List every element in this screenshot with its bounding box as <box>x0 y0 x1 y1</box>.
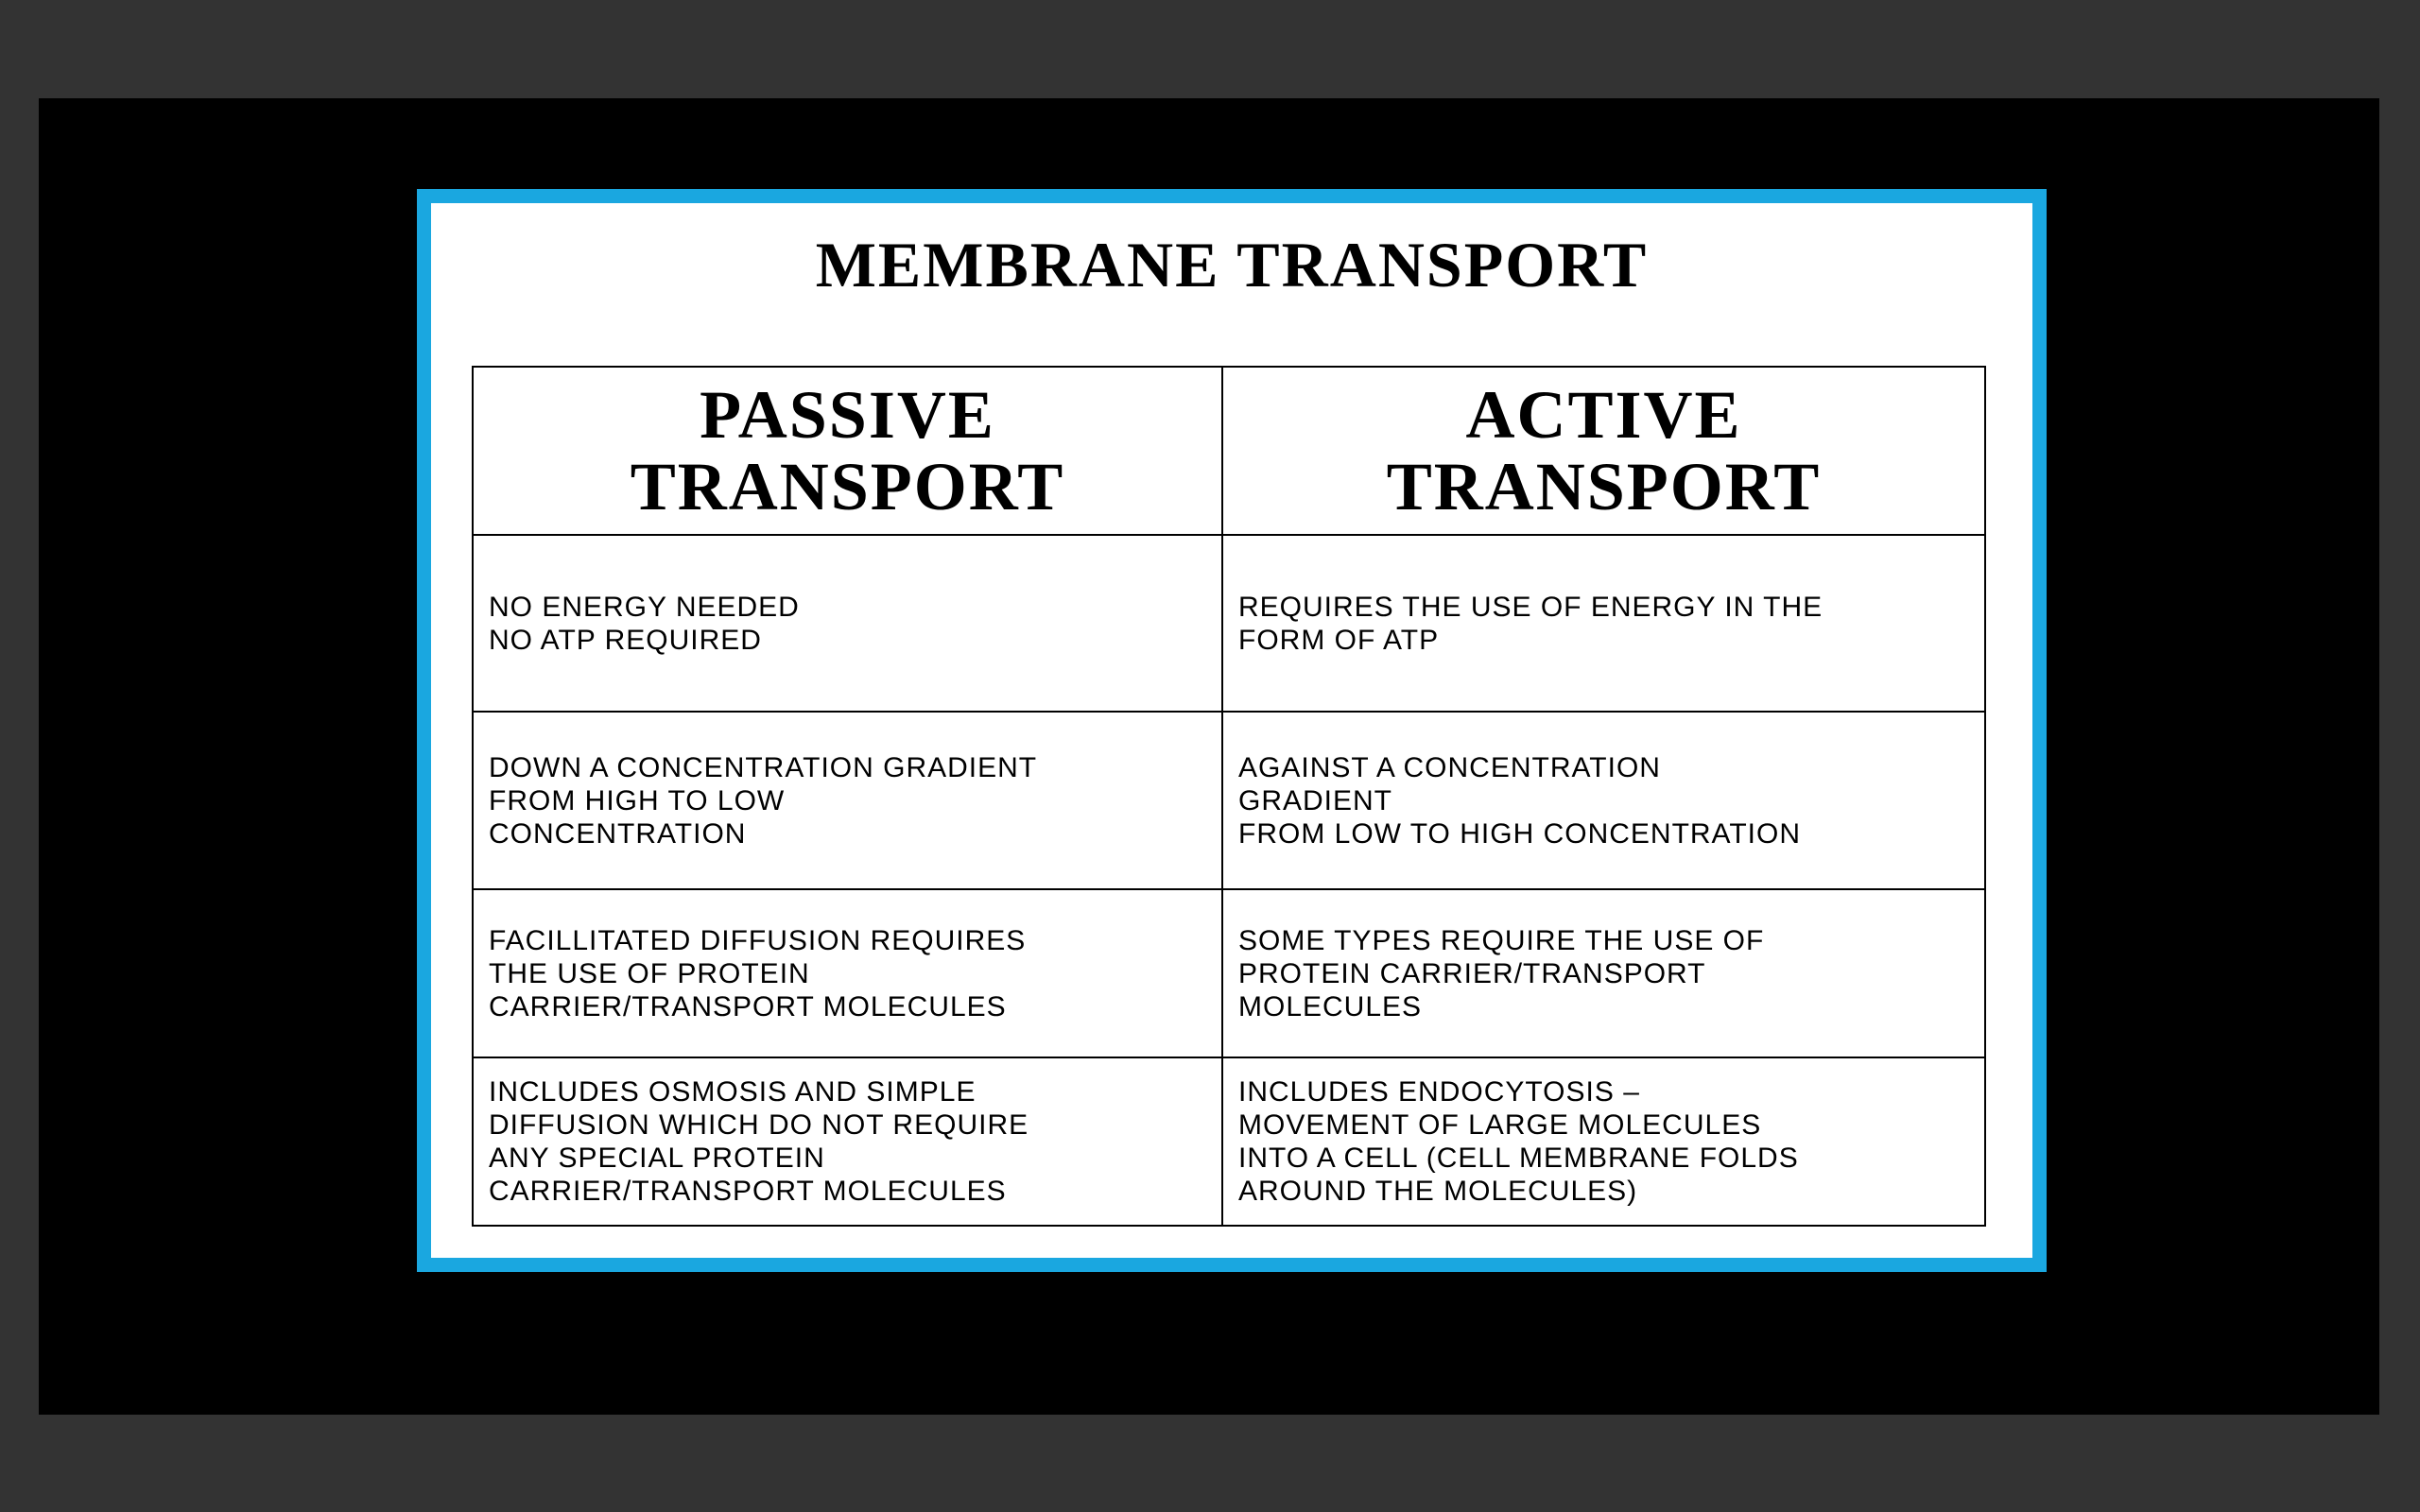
cell-line: DIFFUSION WHICH DO NOT REQUIRE <box>489 1109 1029 1141</box>
cell-line: THE USE OF PROTEIN <box>489 957 810 989</box>
cell-line: PROTEIN CARRIER/TRANSPORT <box>1238 957 1706 989</box>
header-line: ACTIVE <box>1465 377 1742 453</box>
cell-line: DOWN A CONCENTRATION GRADIENT <box>489 751 1038 783</box>
comparison-table <box>472 366 1986 1227</box>
cell-line: AGAINST A CONCENTRATION <box>1238 751 1661 783</box>
cell-line: INCLUDES ENDOCYTOSIS – <box>1238 1076 1640 1108</box>
header-passive-transport <box>473 367 1222 535</box>
cell-line: ANY SPECIAL PROTEIN <box>489 1143 825 1174</box>
header-line: PASSIVE <box>700 377 995 453</box>
header-active-transport <box>1222 367 1985 535</box>
table-row <box>473 712 1985 889</box>
cell-line: FROM LOW TO HIGH CONCENTRATION <box>1238 817 1802 850</box>
cell-line: NO ENERGY NEEDED <box>489 591 800 623</box>
cell-line: MOLECULES <box>1238 990 1423 1022</box>
cell-line: INCLUDES OSMOSIS AND SIMPLE <box>489 1076 977 1108</box>
cell-line: NO ATP REQUIRED <box>489 624 762 656</box>
cell-line: FROM HIGH TO LOW <box>489 784 786 816</box>
cell-line: CARRIER/TRANSPORT MOLECULES <box>489 1176 1007 1207</box>
passive-cell-energy <box>473 535 1222 712</box>
active-cell-energy <box>1222 535 1985 712</box>
header-line: TRANSPORT <box>630 449 1065 524</box>
active-cell-proteins <box>1222 889 1985 1057</box>
passive-cell-proteins <box>473 889 1222 1057</box>
cell-line: SOME TYPES REQUIRE THE USE OF <box>1238 924 1765 956</box>
cell-line: FACILLITATED DIFFUSION REQUIRES <box>489 924 1027 956</box>
cell-line: AROUND THE MOLECULES) <box>1238 1176 1638 1207</box>
active-cell-gradient <box>1222 712 1985 889</box>
slide-card-frame <box>417 189 2047 1272</box>
table-row <box>473 535 1985 712</box>
cell-line: CONCENTRATION <box>489 817 747 850</box>
passive-cell-examples <box>473 1057 1222 1226</box>
header-line: TRANSPORT <box>1386 449 1822 524</box>
passive-cell-gradient <box>473 712 1222 889</box>
slide-card <box>431 203 2032 1258</box>
cell-line: MOVEMENT OF LARGE MOLECULES <box>1238 1109 1762 1141</box>
cell-line: INTO A CELL (CELL MEMBRANE FOLDS <box>1238 1143 1799 1174</box>
cell-line: GRADIENT <box>1238 784 1393 816</box>
cell-line: CARRIER/TRANSPORT MOLECULES <box>489 990 1007 1022</box>
slide <box>39 98 2379 1415</box>
table-row <box>473 889 1985 1057</box>
active-cell-examples <box>1222 1057 1985 1226</box>
table-row <box>473 1057 1985 1226</box>
cell-line: FORM OF ATP <box>1238 624 1440 656</box>
table-header-row <box>473 367 1985 535</box>
cell-line: REQUIRES THE USE OF ENERGY IN THE <box>1238 591 1824 623</box>
slide-title: MEMBRANE TRANSPORT <box>815 229 1649 301</box>
